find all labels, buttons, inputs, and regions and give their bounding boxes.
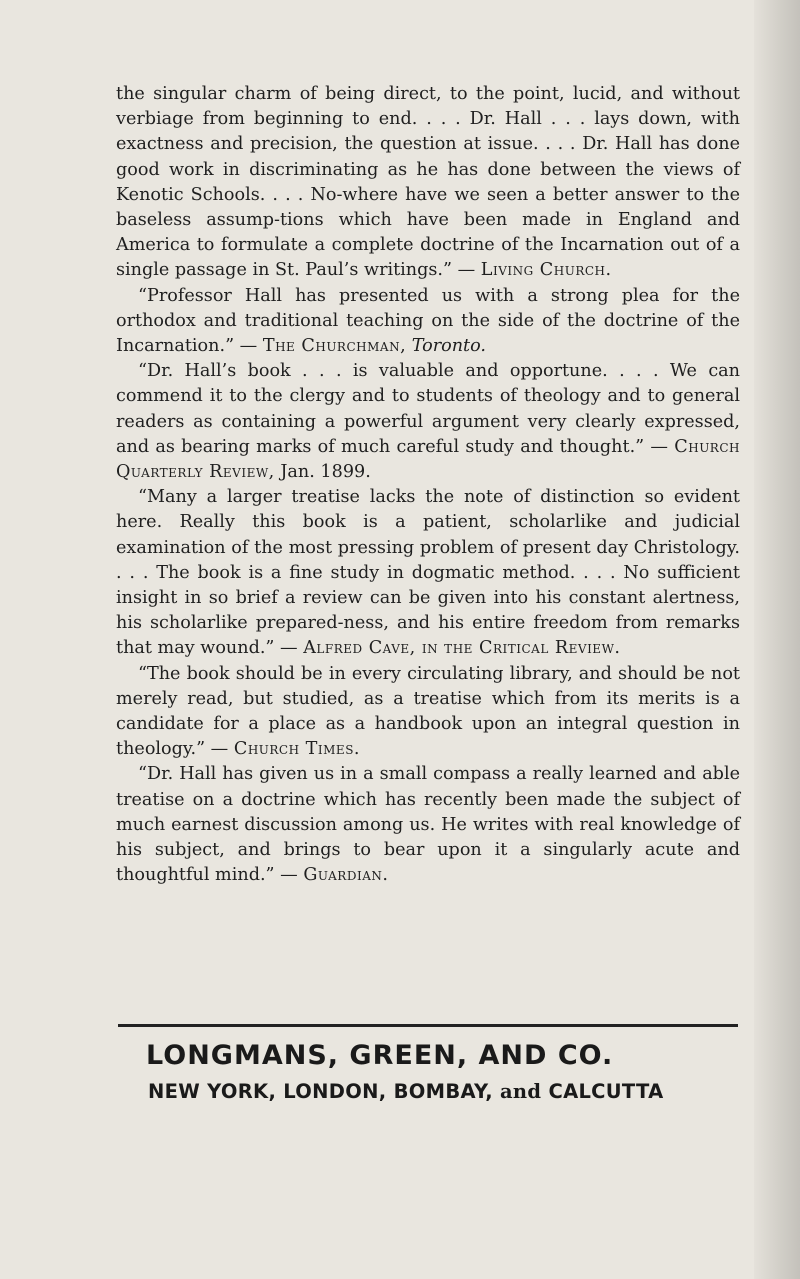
review-source: Church Times.: [233, 739, 361, 760]
review-living-church: [116, 82, 740, 284]
review-source: Alfred Cave, in the Critical Review.: [303, 638, 621, 659]
review-source-date: Jan. 1899.: [280, 462, 371, 483]
review-guardian: [116, 762, 740, 888]
review-text: “The book should be in every circulating library, and should be not merely read, but studied, as a treatise which from its merits is a candidate for a place as a handbook upon an integral question in theology.” —: [116, 663, 740, 760]
review-church-quarterly: [116, 359, 740, 485]
review-text: “Dr. Hall has given us in a small compass a really learned and able treatise on a doctrine which has recently been made the subject of much earnest discussion among us. He writes with real knowledge of his subject, and brings to bear upon it a singularly acute and thoughtful mind.” —: [116, 764, 740, 886]
review-church-times: [116, 662, 740, 763]
review-critical-review: [116, 485, 740, 661]
review-text: “Professor Hall has presented us with a strong plea for the orthodox and traditional teaching on the side of the doctrine of the Incarnation.” —: [116, 285, 740, 357]
divider-rule: [118, 1024, 738, 1027]
review-churchman: [116, 284, 740, 360]
review-source: Church Quarterly Review,: [116, 436, 740, 483]
places-last: CALCUTTA: [548, 1080, 664, 1103]
review-text: the singular charm of being direct, to the point, lucid, and without verbiage from beginning to end. . . . Dr. Hall . . . lays down, with exactness and precision, the question at issue. . . . Dr. Hall has done good work in discriminating as he has done between the views of Kenotic Schools. . . . No-where have we seen a better answer to the baseless assump-tions which have been made in England and America to formulate a complete doctrine of the Incarnation out of a single passage in St. Paul’s writings.” —: [116, 84, 740, 281]
review-source-place: Toronto.: [411, 336, 487, 357]
places-prefix: NEW YORK, LONDON, BOMBAY,: [148, 1080, 493, 1103]
review-source: Guardian.: [303, 865, 389, 886]
publisher-name: LONGMANS, GREEN, AND CO.: [146, 1040, 614, 1071]
review-text: “Dr. Hall’s book . . . is valuable and opportune. . . . We can commend it to the clergy and to students of theology and to general readers as containing a powerful argument very clearly expressed, and as bearing marks of much careful study and thought.” —: [116, 361, 740, 457]
publisher-places: [118, 1080, 738, 1103]
places-and: and: [500, 1080, 542, 1103]
page-edge-shadow: [754, 0, 800, 1279]
review-source: Living Church.: [480, 260, 612, 281]
review-source: The Churchman,: [262, 336, 407, 357]
reviews-text: [116, 82, 740, 889]
review-text: “Many a larger treatise lacks the note of distinction so evident here. Really this book is a patient, scholarlike and judicial examination of the most pressing problem of present day Christology. . . . The book is a fine study in dogmatic method. . . . No sufficient insight in so brief a review can be given into his constant alertness, his scholarlike prepared-ness, and his entire freedom from remarks that may wound.” —: [116, 487, 740, 659]
